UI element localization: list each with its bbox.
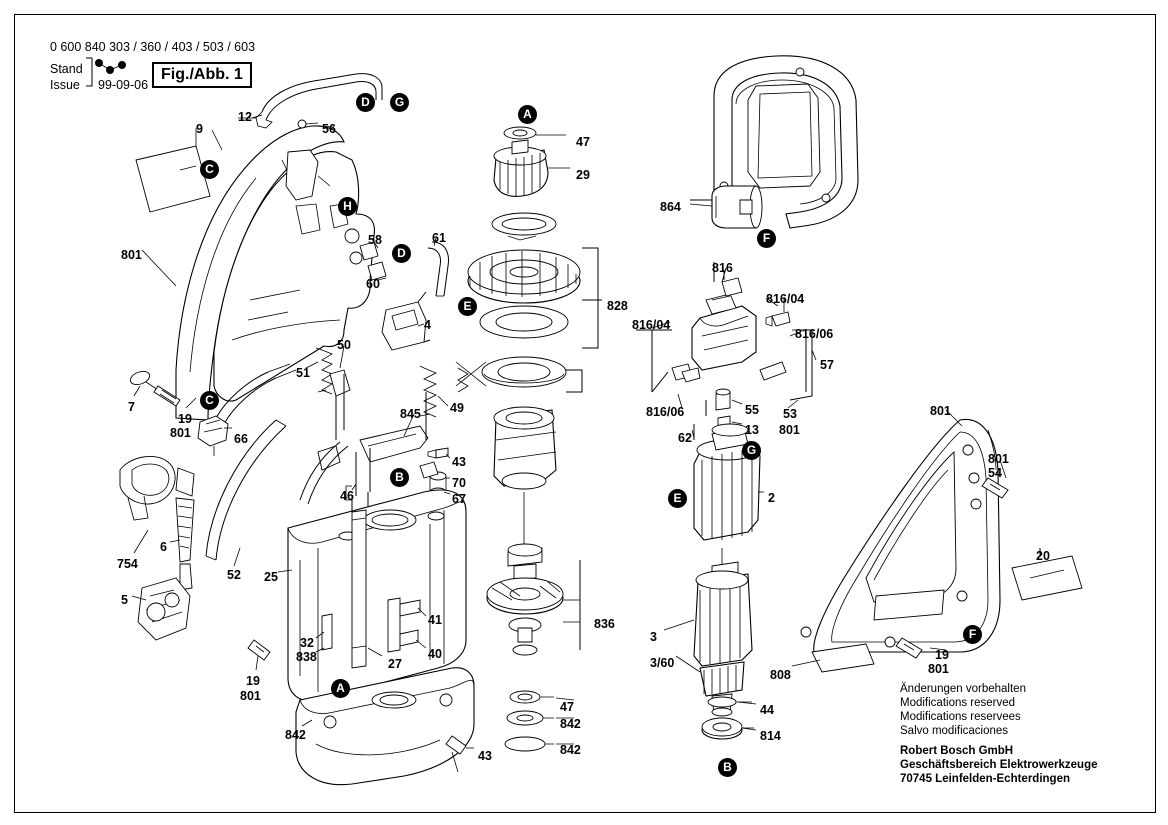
callout-29: 29 bbox=[576, 168, 590, 182]
balloon-d-mid: D bbox=[392, 244, 411, 263]
balloon-f-handle: F bbox=[757, 229, 776, 248]
callout-754: 754 bbox=[117, 557, 138, 571]
callout-9: 9 bbox=[196, 122, 203, 136]
callout-801-e: 801 bbox=[988, 452, 1009, 466]
callout-3-60: 3/60 bbox=[650, 656, 675, 670]
callout-44: 44 bbox=[760, 703, 774, 717]
balloon-b-bottom: B bbox=[718, 758, 737, 777]
footer-notice-line-2: Modifications reserved bbox=[900, 697, 1016, 709]
callout-801-b: 801 bbox=[240, 689, 261, 703]
callout-57: 57 bbox=[820, 358, 834, 372]
callout-52: 52 bbox=[227, 568, 241, 582]
callout-19-c: 19 bbox=[935, 648, 949, 662]
balloon-b-left: B bbox=[390, 468, 409, 487]
callout-25: 25 bbox=[264, 570, 278, 584]
callout-801-f: 801 bbox=[928, 662, 949, 676]
callout-816: 816 bbox=[712, 261, 733, 275]
callout-12: 12 bbox=[238, 110, 252, 124]
callout-56: 56 bbox=[322, 122, 336, 136]
callout-19-b: 19 bbox=[246, 674, 260, 688]
balloon-f-housing: F bbox=[963, 625, 982, 644]
callout-54: 54 bbox=[988, 466, 1002, 480]
footer-notice-line-1: Änderungen vorbehalten bbox=[900, 683, 1026, 695]
figure-label: Fig./Abb. 1 bbox=[152, 62, 252, 88]
callout-46: 46 bbox=[340, 489, 354, 503]
callout-842-a: 842 bbox=[285, 728, 306, 742]
callout-801-d: 801 bbox=[930, 404, 951, 418]
callout-801-left: 801 bbox=[121, 248, 142, 262]
callout-70: 70 bbox=[452, 476, 466, 490]
callout-864: 864 bbox=[660, 200, 681, 214]
callout-838: 838 bbox=[296, 650, 317, 664]
balloon-a-lower: A bbox=[331, 679, 350, 698]
callout-55: 55 bbox=[745, 403, 759, 417]
footer-company-division: Geschäftsbereich Elektrowerkzeuge bbox=[900, 759, 1098, 771]
callout-4: 4 bbox=[424, 318, 431, 332]
callout-32: 32 bbox=[300, 636, 314, 650]
callout-2: 2 bbox=[768, 491, 775, 505]
callout-836: 836 bbox=[594, 617, 615, 631]
callout-842-b: 842 bbox=[560, 717, 581, 731]
balloon-g-top: G bbox=[390, 93, 409, 112]
callout-816-06-a: 816/06 bbox=[795, 327, 834, 341]
footer-notice-line-3: Modifications reservees bbox=[900, 711, 1021, 723]
header-part-numbers: 0 600 840 303 / 360 / 403 / 503 / 603 bbox=[50, 40, 256, 54]
balloon-h: H bbox=[338, 197, 357, 216]
callout-49: 49 bbox=[450, 401, 464, 415]
footer-company-address: 70745 Leinfelden-Echterdingen bbox=[900, 773, 1070, 785]
callout-61: 61 bbox=[432, 231, 446, 245]
callout-53: 53 bbox=[783, 407, 797, 421]
balloon-e-right: E bbox=[668, 489, 687, 508]
callout-801-a: 801 bbox=[170, 426, 191, 440]
callout-816-06-b: 816/06 bbox=[646, 405, 685, 419]
callout-43-a: 43 bbox=[452, 455, 466, 469]
callout-13: 13 bbox=[745, 423, 759, 437]
callout-816-04-b: 816/04 bbox=[632, 318, 671, 332]
callout-19-a: 19 bbox=[178, 412, 192, 426]
footer-notice-line-4: Salvo modificaciones bbox=[900, 725, 1009, 737]
callout-58: 58 bbox=[368, 233, 382, 247]
callout-40: 40 bbox=[428, 647, 442, 661]
callout-801-c: 801 bbox=[779, 423, 800, 437]
callout-814: 814 bbox=[760, 729, 781, 743]
callout-842-c: 842 bbox=[560, 743, 581, 757]
callout-47-a: 47 bbox=[576, 135, 590, 149]
callout-67: 67 bbox=[452, 492, 466, 506]
callout-47-b: 47 bbox=[560, 700, 574, 714]
callout-808: 808 bbox=[770, 668, 791, 682]
callout-41: 41 bbox=[428, 613, 442, 627]
callout-845: 845 bbox=[400, 407, 421, 421]
callout-5: 5 bbox=[121, 593, 128, 607]
header-stand-label: Stand bbox=[50, 62, 83, 76]
callout-66: 66 bbox=[234, 432, 248, 446]
balloon-a-top: A bbox=[518, 105, 537, 124]
balloon-e-left: E bbox=[458, 297, 477, 316]
callout-27: 27 bbox=[388, 657, 402, 671]
callout-50: 50 bbox=[337, 338, 351, 352]
callout-62: 62 bbox=[678, 431, 692, 445]
callout-60: 60 bbox=[366, 277, 380, 291]
header-date: 99-09-06 bbox=[98, 78, 149, 92]
callout-7: 7 bbox=[128, 400, 135, 414]
callout-816-04-a: 816/04 bbox=[766, 292, 805, 306]
balloon-c-upper: C bbox=[200, 160, 219, 179]
callout-20: 20 bbox=[1036, 549, 1050, 563]
balloon-d-top: D bbox=[356, 93, 375, 112]
callout-3: 3 bbox=[650, 630, 657, 644]
balloon-g-right: G bbox=[742, 441, 761, 460]
callout-43-b: 43 bbox=[478, 749, 492, 763]
balloon-c-lower: C bbox=[200, 391, 219, 410]
callout-51: 51 bbox=[296, 366, 310, 380]
callout-6: 6 bbox=[160, 540, 167, 554]
header-issue-label: Issue bbox=[50, 78, 80, 92]
callout-828: 828 bbox=[607, 299, 628, 313]
footer-company-name: Robert Bosch GmbH bbox=[900, 745, 1014, 757]
